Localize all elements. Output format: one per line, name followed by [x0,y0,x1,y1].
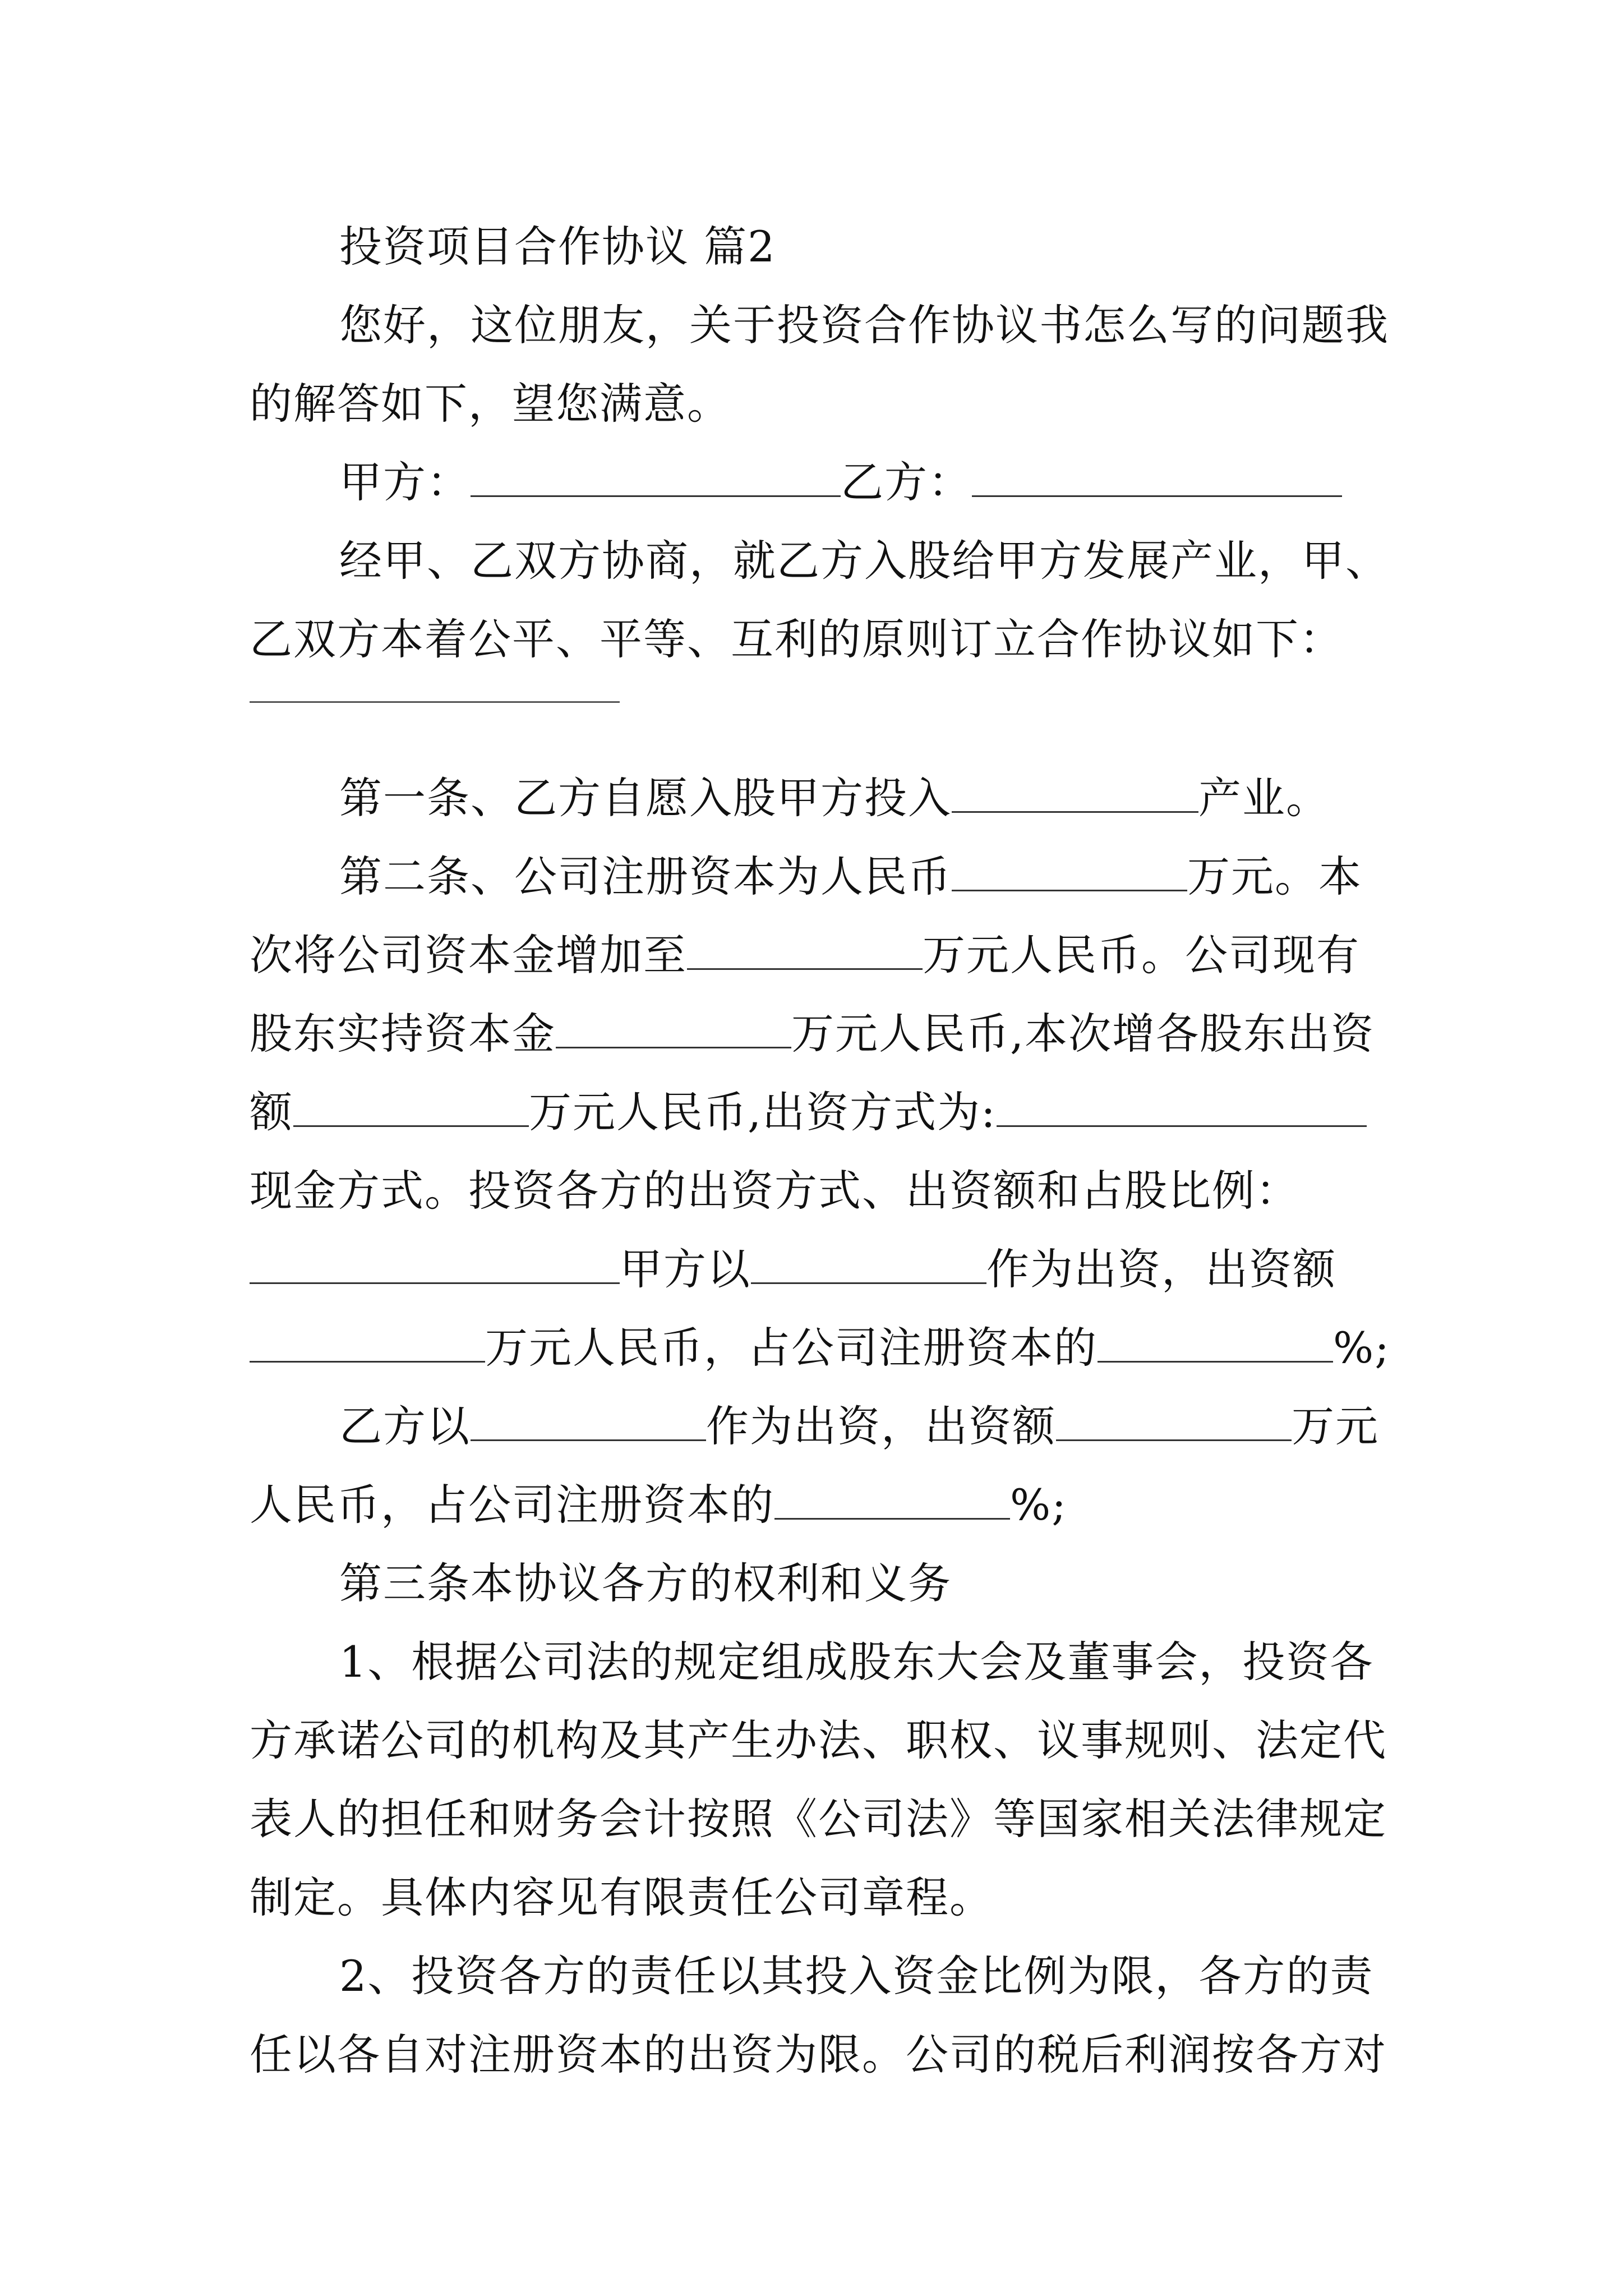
item-1-line-3: 表人的担任和财务会计按照《公司法》等国家相关法律规定 [250,1794,1387,1844]
article-3-heading: 第三条本协议各方的权利和义务 [339,1558,952,1608]
party-b-contrib-blank [471,1400,706,1441]
article-1-blank [952,772,1198,813]
article-2-text: 第二条、公司注册资本为人民币 [339,852,952,901]
document-title: 投资项目合作协议 篇2 [339,222,776,272]
article-1-text: 第一条、乙方自愿入股甲方投入 [339,773,952,823]
party-a-amount-blank [250,1322,485,1363]
item-2-line-2: 任以各自对注册资本的出资为限。公司的税后利润按各方对 [250,2030,1387,2079]
article-2-line-4 [250,1073,1388,1152]
capital-increase-suffix: 万元人民币。公司现有 [923,930,1360,980]
contribution-method-text: 万元人民币,出资方式为: [529,1087,997,1137]
party-a-contrib-blank [751,1243,986,1284]
article-2-line-3 [250,995,1388,1073]
party-b-share-suffix: %; [1010,1480,1067,1530]
contribution-text: 额 [250,1087,293,1137]
existing-capital-text: 股东实持资本金 [250,1009,556,1059]
item-1-line-1: 1、根据公司法的规定组成股东大会及董事会，投资各 [339,1637,1374,1687]
article-2-line-2 [250,916,1388,995]
article-2-suffix: 万元。本 [1187,852,1362,901]
paragraph-intro-line-1: 经甲、乙双方协商，就乙方入股给甲方发展产业，甲、 [339,536,1389,586]
party-b-contrib-middle: 作为出资，出资额 [706,1401,1056,1451]
party-a-contrib-text: 甲方以 [620,1244,751,1294]
paragraph-greeting-line-1: 您好，这位朋友，关于投资合作协议书怎么写的问题我 [339,300,1389,350]
standalone-blank-line [250,701,620,703]
party-b-contrib-text: 乙方以 [339,1401,471,1451]
party-b-contrib-suffix: 万元 [1292,1401,1379,1451]
existing-capital-blank [556,1007,791,1048]
party-b-contrib-line-2 [250,1466,1388,1544]
article-2-line-7 [250,1309,1388,1387]
article-2-line-1 [250,838,1388,916]
party-b-contrib-line-1 [250,1387,1388,1466]
party-b-share-text: 人民币，占公司注册资本的 [250,1480,774,1530]
party-a-share-suffix: %; [1333,1323,1390,1373]
party-b-amount-blank [1056,1400,1292,1441]
party-a-name-blank [250,1243,620,1284]
party-a-share-text: 万元人民币，占公司注册资本的 [485,1323,1098,1373]
party-a-contrib-suffix: 作为出资，出资额 [986,1244,1336,1294]
paragraph-intro-line-2: 乙双方本着公平、平等、互利的原则订立合作协议如下： [250,614,1343,664]
item-1-line-2: 方承诺公司的机构及其产生办法、职权、议事规则、法定代 [250,1715,1387,1765]
party-a-share-blank [1098,1322,1333,1363]
party-a-label: 甲方： [339,457,471,507]
capital-increase-text: 次将公司资本金增加至 [250,930,687,980]
existing-capital-suffix: 万元人民币,本次增各股东出资 [791,1009,1375,1059]
document-body [250,208,1388,2094]
paragraph-greeting-line-2: 的解答如下，望您满意。 [250,379,731,429]
article-2-line-6 [250,1230,1388,1309]
party-b-share-blank [774,1479,1010,1520]
parties-line [250,443,1388,522]
party-b-label: 乙方： [841,457,972,507]
contribution-method-blank [997,1086,1367,1127]
capital-increase-blank [687,929,923,970]
article-2-line-5: 现金方式。投资各方的出资方式、出资额和占股比例： [250,1166,1299,1216]
party-a-blank [471,456,841,497]
article-1-line [250,759,1388,838]
party-b-blank [972,456,1342,497]
article-1-suffix: 产业。 [1198,773,1330,823]
item-2-line-1: 2、投资各方的责任以其投入资金比例为限，各方的责 [339,1951,1374,2001]
item-1-line-4: 制定。具体内容见有限责任公司章程。 [250,1872,993,1922]
registered-capital-blank [952,850,1187,891]
contribution-blank [293,1086,529,1127]
